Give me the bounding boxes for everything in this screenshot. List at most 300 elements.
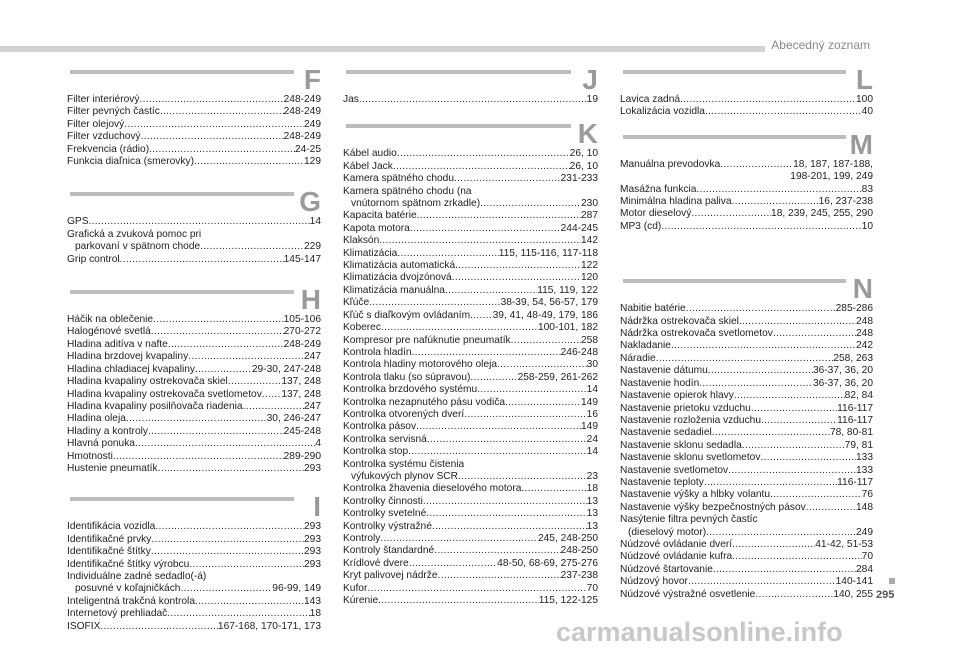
index-entry — [620, 477, 873, 489]
section-letter: F — [303, 64, 321, 95]
entry-term: Klaksón — [343, 235, 380, 247]
entry-term: (dieselový motor) — [628, 526, 707, 538]
section-letter: L — [855, 64, 873, 95]
entry-pages: 76 — [861, 489, 873, 501]
entry-pages: 293 — [304, 533, 321, 545]
dot-leader — [160, 106, 284, 118]
section-header — [343, 120, 598, 148]
entry-pages: 229 — [304, 241, 321, 253]
dot-leader — [445, 285, 537, 297]
dot-leader — [359, 94, 587, 106]
index-entry — [343, 409, 598, 421]
index-entry — [343, 496, 598, 508]
index-entry — [620, 427, 873, 439]
dot-leader — [158, 463, 304, 475]
entry-pages: 24 — [586, 433, 598, 445]
index-entry — [343, 521, 598, 533]
entry-term: Kontroly štandardné — [343, 545, 435, 557]
entry-term: Kontrolka otvorených dverí — [343, 408, 465, 420]
section-L — [620, 66, 873, 119]
entry-pages: 13 — [586, 508, 598, 520]
entry-term: Kontrola tlaku (so súpravou) — [343, 371, 471, 383]
entry-term: Nastavenie dátumu — [620, 365, 708, 377]
dot-leader — [380, 533, 538, 545]
dot-leader — [397, 248, 498, 260]
index-entry — [343, 558, 598, 570]
index-entry — [67, 401, 321, 413]
entry-pages: 145-147 — [283, 253, 321, 265]
index-entry — [343, 372, 598, 384]
entry-term: Motor dieselový — [620, 208, 692, 220]
section-letter: K — [577, 118, 598, 150]
dot-leader — [755, 589, 833, 601]
index-entry — [343, 297, 598, 309]
dot-leader — [427, 434, 587, 446]
entry-term: Identifikačné štítky — [67, 546, 151, 558]
dot-leader — [806, 502, 856, 514]
entry-term: Kontrolky činnosti — [343, 495, 423, 507]
index-entry — [67, 106, 321, 118]
entry-term: Kontrola hladín — [343, 346, 412, 358]
entry-term: Kontrolka brzdového systému — [343, 384, 478, 396]
entry-pages: 249 — [304, 118, 321, 130]
dot-leader — [426, 508, 586, 520]
index-entry — [620, 539, 873, 551]
entry-term: Halogénové svetlá — [67, 326, 151, 338]
index-entry — [67, 241, 321, 253]
index-entry — [343, 198, 598, 210]
entry-pages: 248-249 — [283, 131, 321, 143]
section-letter: N — [852, 273, 873, 305]
index-entry — [620, 106, 873, 118]
entry-pages: 245, 248-250 — [537, 533, 598, 544]
entry-pages: 245-248 — [283, 425, 321, 437]
dot-leader — [511, 335, 581, 347]
dot-leader — [412, 347, 561, 359]
dot-leader — [151, 534, 304, 546]
dot-leader — [751, 403, 837, 415]
dot-leader — [149, 144, 295, 156]
dot-leader — [397, 148, 570, 160]
entry-pages: 116-117 — [837, 476, 873, 488]
entry-pages: 258 — [581, 334, 598, 346]
dot-leader — [706, 527, 856, 539]
entry-term: Kontrolky svetelné — [343, 508, 427, 520]
entry-term: Náradie — [620, 352, 656, 364]
index-entry — [67, 314, 321, 326]
dot-leader — [126, 413, 267, 425]
entry-term: Nakladanie — [620, 340, 671, 352]
section-divider — [623, 279, 846, 283]
entry-term: Minimálna hladina paliva — [620, 196, 732, 208]
section-header — [67, 66, 321, 94]
entry-term: Filter olejový — [67, 118, 125, 130]
index-entry — [343, 94, 598, 106]
entry-term: Nastavenie výšky bezpečnostných pásov — [620, 501, 806, 513]
entry-term: Kontrolka žhavenia dieselového motora — [343, 483, 522, 495]
index-entry — [620, 171, 873, 183]
entry-term: Nastavenie sklonu sedadla — [620, 439, 742, 451]
index-entry — [343, 322, 598, 334]
dot-leader — [194, 156, 304, 168]
entry-pages: 248-249 — [283, 94, 321, 105]
index-entry — [620, 303, 873, 315]
entry-pages: 26, 10 — [569, 160, 598, 172]
entry-term: GPS — [67, 216, 89, 228]
section-letter: I — [313, 491, 321, 523]
entry-term: Núdzové výstražné osvetlenie — [620, 588, 756, 600]
index-entry — [620, 527, 873, 539]
entry-term: Hladina chladiacej kvapaliny — [67, 363, 195, 375]
index-entry — [620, 340, 873, 352]
index-entry — [620, 184, 873, 196]
entry-term: Individuálne zadné sedadlo(-á) — [67, 570, 207, 582]
entry-pages: 247 — [304, 400, 321, 412]
entry-pages: 36-37, 36, 20 — [812, 377, 873, 389]
dot-leader — [696, 184, 861, 196]
entry-pages: 137, 248 — [281, 388, 321, 400]
dot-leader — [408, 446, 587, 458]
entry-term: Hustenie pneumatík — [67, 462, 158, 474]
dot-leader — [409, 558, 497, 570]
entry-term: Núdzové štartovanie — [620, 563, 713, 575]
index-entry — [67, 546, 321, 558]
index-entry — [343, 148, 598, 160]
entry-pages: 248-249 — [283, 106, 321, 118]
entry-pages: 293 — [304, 558, 321, 570]
entry-pages: 14 — [586, 384, 598, 396]
entry-term: Koberec — [343, 322, 381, 334]
index-entry — [620, 390, 873, 402]
dot-leader — [438, 570, 561, 582]
entry-pages: 237-238 — [560, 570, 598, 582]
entry-pages: 143 — [304, 595, 321, 607]
entry-term: Hladina kvapaliny ostrekovača svetlometov — [67, 388, 262, 400]
entry-pages: 258-259, 261-262 — [517, 371, 598, 383]
entry-term: Kúrenie — [343, 595, 379, 607]
corner-square — [889, 578, 895, 584]
dot-leader — [378, 595, 539, 607]
dot-leader — [151, 546, 304, 558]
entry-pages: 142 — [581, 235, 598, 247]
section-divider — [70, 290, 294, 294]
index-entry — [620, 589, 873, 601]
entry-pages: 293 — [304, 521, 321, 533]
index-entry — [343, 335, 598, 347]
entry-term: Jas — [343, 94, 359, 105]
section-header — [67, 286, 321, 314]
dot-leader — [113, 451, 284, 463]
entry-pages: 24-25 — [294, 143, 321, 155]
entry-term: Inteligentná trakčná kontrola — [67, 595, 195, 607]
entry-pages: 116-117 — [837, 414, 873, 426]
dot-leader — [686, 303, 836, 315]
entry-term: Hladina kvapaliny ostrekovača skiel — [67, 376, 228, 388]
section-divider — [70, 497, 294, 501]
entry-pages: 270-272 — [283, 326, 321, 338]
entry-term: Hmotnosti — [67, 450, 113, 462]
section-G — [67, 188, 321, 266]
index-entry — [343, 359, 598, 371]
entry-pages: 105-106 — [283, 314, 321, 326]
section-J — [343, 66, 598, 106]
dot-leader — [89, 216, 310, 228]
entry-pages: 13 — [586, 520, 598, 532]
index-entry — [343, 347, 598, 359]
entry-pages: 14 — [309, 216, 321, 228]
index-entry — [620, 159, 873, 171]
entry-term: Kamera spätného chodu — [343, 173, 455, 185]
section-header — [67, 493, 321, 521]
entry-term: Filter interiérový — [67, 94, 140, 105]
page-number: 295 — [876, 589, 895, 601]
entry-pages: 96-99, 149 — [272, 583, 321, 595]
entry-pages: 244-245 — [560, 222, 598, 234]
entry-term: Kapota motora — [343, 222, 410, 234]
dot-leader — [417, 210, 581, 222]
index-entry — [620, 465, 873, 477]
entry-pages: 16, 237-238 — [818, 196, 873, 208]
entry-term: Internetový prehliadač — [67, 608, 168, 620]
index-column-3 — [620, 66, 873, 601]
entry-term: Nastavenie teploty — [620, 476, 704, 488]
entry-pages: 29-30, 247-248 — [251, 363, 321, 375]
dot-leader — [470, 310, 493, 322]
entry-term: Kontrolka servisná — [343, 433, 427, 445]
dot-leader — [761, 415, 837, 427]
dot-leader — [369, 297, 500, 309]
entry-term: MP3 (cd) — [620, 220, 662, 232]
entry-pages: 18, 239, 245, 255, 290 — [771, 208, 873, 220]
entry-term: Nastavenie sedadiel — [620, 427, 712, 439]
index-column-1 — [67, 66, 321, 633]
entry-term: Filter vzduchový — [67, 131, 141, 143]
index-entry — [67, 376, 321, 388]
entry-term: Masážna funkcia — [620, 183, 697, 195]
entry-pages: 41-42, 51-53 — [815, 538, 873, 550]
entry-term: Hladiny a kontroly — [67, 425, 148, 437]
entry-term: Identifikačné prvky — [67, 533, 152, 545]
dot-leader — [200, 241, 304, 253]
dot-leader — [153, 314, 284, 326]
dot-leader — [739, 316, 856, 328]
index-entry — [67, 339, 321, 351]
dot-leader — [151, 326, 284, 338]
entry-term: Kontroly — [343, 533, 381, 544]
entry-term: Lavica zadná — [620, 94, 681, 105]
entry-term: Klimatizácia automatická — [343, 260, 456, 272]
entry-pages: 70 — [586, 582, 598, 594]
index-entry — [67, 156, 321, 168]
entry-pages: 248-249 — [283, 338, 321, 350]
index-entry — [620, 365, 873, 377]
index-entry — [343, 248, 598, 260]
entry-pages: 14 — [586, 446, 598, 458]
dot-leader — [243, 401, 304, 413]
entry-term: Núdzový hovor — [620, 576, 688, 588]
section-divider — [70, 70, 294, 74]
index-entry — [343, 235, 598, 247]
entry-pages: 82, 84 — [844, 390, 873, 402]
section-letter: M — [849, 128, 873, 160]
dot-leader — [728, 465, 856, 477]
entry-pages: 115, 119, 122 — [537, 284, 598, 296]
dot-leader — [688, 576, 836, 588]
entry-term: Kľúče — [343, 297, 370, 309]
dot-leader — [720, 159, 793, 171]
entry-term: Identifikácia vozidla — [67, 521, 156, 533]
index-entry — [343, 397, 598, 409]
entry-term: Kľúč s diaľkovým ovládaním — [343, 309, 471, 321]
entry-pages: 140-141 — [835, 576, 873, 588]
dot-leader — [770, 489, 862, 501]
entry-term: Hladina aditíva v nafte — [67, 338, 168, 350]
dot-leader — [671, 340, 856, 352]
dot-leader — [189, 559, 304, 571]
index-entry — [67, 216, 321, 228]
entry-pages: 30 — [586, 359, 598, 371]
index-entry — [620, 316, 873, 328]
dot-leader — [195, 364, 252, 376]
entry-term: Hladina brzdovej kvapaliny — [67, 351, 189, 363]
index-entry — [343, 545, 598, 557]
index-entry — [343, 459, 598, 471]
entry-pages: 19 — [586, 94, 598, 105]
index-entry — [67, 144, 321, 156]
entry-term: Funkcia diaľnica (smerovky) — [67, 156, 194, 168]
entry-pages: 116-117 — [837, 402, 873, 414]
entry-term: Nastavenie hodín — [620, 377, 700, 389]
index-entry — [620, 440, 873, 452]
entry-pages: 231-233 — [560, 173, 598, 185]
index-entry — [67, 451, 321, 463]
entry-pages: 285-286 — [835, 303, 873, 315]
index-entry — [67, 364, 321, 376]
dot-leader — [410, 223, 561, 235]
entry-term: Hlavná ponuka — [67, 438, 135, 450]
entry-term: posuvné v koľajničkách — [75, 583, 181, 595]
entry-pages: 246-248 — [560, 346, 598, 358]
section-header — [620, 66, 873, 94]
page-header-title: Abecedný zoznam — [771, 38, 870, 52]
entry-pages: 70 — [861, 551, 873, 563]
entry-term: Klimatizácia — [343, 247, 398, 259]
dot-leader — [656, 353, 834, 365]
section-divider — [346, 124, 571, 128]
entry-pages: 39, 41, 48-49, 179, 186 — [492, 309, 598, 321]
dot-leader — [470, 372, 517, 384]
entry-term: Kryt palivovej nádrže — [343, 570, 438, 582]
index-entry — [67, 94, 321, 106]
index-entry — [620, 403, 873, 415]
dot-leader — [180, 583, 272, 595]
dot-leader — [434, 545, 560, 557]
entry-term: Háčik na oblečenie — [67, 314, 154, 326]
section-divider — [70, 192, 294, 196]
entry-term: Kompresor pre nafúknutie pneumatík — [343, 334, 511, 346]
section-K — [343, 120, 598, 607]
section-header — [620, 275, 873, 303]
entry-pages: 248 — [856, 315, 873, 327]
dot-leader — [732, 539, 815, 551]
index-entry — [343, 210, 598, 222]
entry-pages: 248 — [856, 328, 873, 340]
dot-leader — [148, 426, 284, 438]
entry-pages: 36-37, 36, 20 — [812, 365, 873, 377]
dot-leader — [135, 438, 315, 450]
index-entry — [343, 570, 598, 582]
entry-pages: 26, 10 — [569, 148, 598, 160]
index-entry — [343, 595, 598, 607]
entry-pages: 167-168, 170-171, 173 — [217, 620, 321, 632]
index-entry — [67, 534, 321, 546]
entry-term: Kábel audio — [343, 148, 397, 160]
dot-leader — [454, 173, 561, 185]
entry-pages: 247 — [304, 351, 321, 363]
entry-term: Nastavenie opierok hlavy — [620, 390, 734, 402]
index-entry — [620, 353, 873, 365]
index-entry — [620, 514, 873, 526]
dot-leader — [432, 521, 587, 533]
entry-pages: 48-50, 68-69, 275-276 — [497, 557, 598, 569]
index-entry — [67, 351, 321, 363]
entry-pages: 18 — [309, 608, 321, 620]
index-entry — [620, 221, 873, 233]
dot-leader — [661, 221, 861, 233]
entry-pages: 83 — [861, 183, 873, 195]
section-letter: J — [582, 64, 598, 95]
index-entry — [67, 521, 321, 533]
entry-term: Klimatizácia manuálna — [343, 284, 445, 296]
dot-leader — [477, 384, 586, 396]
index-entry — [620, 576, 873, 588]
index-entry — [67, 326, 321, 338]
dot-leader — [464, 409, 586, 421]
dot-leader — [704, 477, 837, 489]
dot-leader — [708, 365, 813, 377]
entry-term: Filter pevných častíc — [67, 106, 160, 118]
index-entry — [620, 328, 873, 340]
dot-leader — [452, 272, 581, 284]
dot-leader — [732, 551, 862, 563]
entry-term: Nastavenie sklonu svetlometov — [620, 452, 761, 464]
index-entry — [620, 502, 873, 514]
entry-pages: 242 — [856, 340, 873, 352]
dot-leader — [416, 421, 581, 433]
index-entry — [67, 426, 321, 438]
index-entry — [343, 173, 598, 185]
dot-leader — [195, 596, 304, 608]
entry-term: ISOFIX — [67, 620, 101, 632]
entry-pages: 79, 81 — [844, 439, 873, 451]
entry-pages: 115, 115-116, 117-118 — [498, 247, 598, 259]
entry-pages: 4 — [315, 438, 321, 450]
entry-pages: 293 — [304, 462, 321, 474]
entry-term: Frekvencia (rádio) — [67, 143, 150, 155]
entry-term: Kontrolka pásov — [343, 421, 417, 433]
top-bar — [0, 46, 765, 52]
entry-pages: 284 — [856, 563, 873, 575]
section-divider — [346, 70, 571, 74]
section-letter: H — [300, 284, 321, 316]
index-entry — [67, 583, 321, 595]
entry-term: Hladina kvapaliny posilňovača riadenia — [67, 400, 243, 412]
index-entry — [67, 413, 321, 425]
index-entry — [67, 119, 321, 131]
entry-pages: 115, 122-125 — [538, 595, 598, 607]
entry-pages: 230 — [581, 198, 598, 210]
index-entry — [343, 285, 598, 297]
